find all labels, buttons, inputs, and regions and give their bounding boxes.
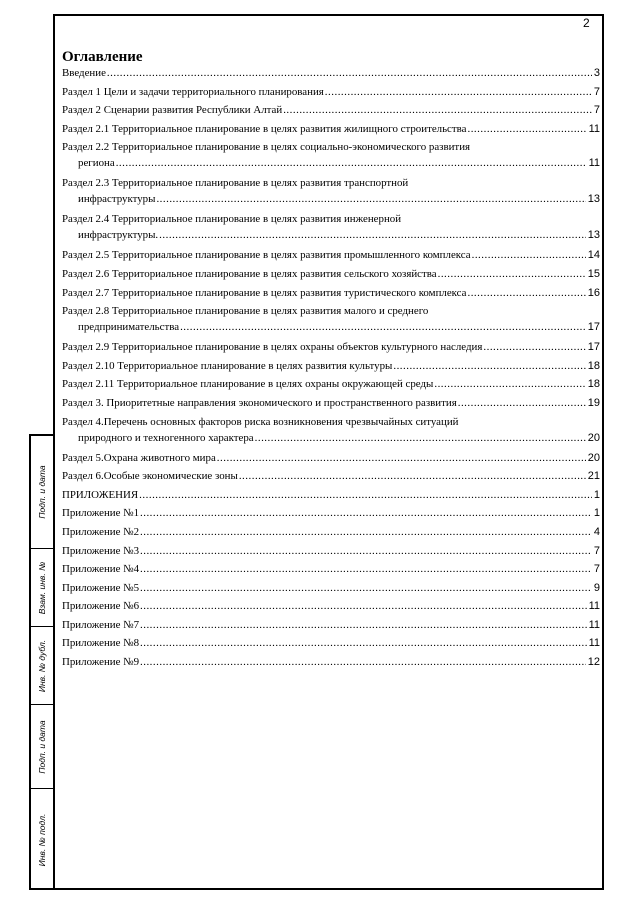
dot-leader [140,599,587,613]
toc-entry[interactable] [62,338,600,357]
dot-leader [139,488,592,502]
toc-entry[interactable] [62,375,600,394]
toc-entry-title: Раздел 2.6 Территориальное планирование в целях развития сельского хозяйства [62,267,437,280]
toc-entry-title: Раздел 2.4 Территориальное планирование в целях развития инженерной [62,213,402,226]
toc-entry-title: Раздел 2.2 Территориальное планирование в целях социально-экономического развития [62,141,471,154]
toc-entry-title: Раздел 3. Приоритетные направления экономического и пространственного развития [62,396,457,409]
toc-entry-page: 4 [593,525,600,538]
dot-leader [325,85,592,99]
toc-entry[interactable] [62,394,600,413]
toc-entry-title: Приложение №7 [62,618,140,631]
table-of-contents [62,64,600,672]
toc-entry-page: 21 [587,470,600,483]
toc-entry[interactable] [62,357,600,376]
toc-entry[interactable] [62,174,600,210]
toc-entry-page: 11 [588,157,600,170]
toc-entry-page: 9 [593,581,600,594]
toc-entry-title: Раздел 2.3 Территориальное планирование в целях развития транспортной [62,177,409,190]
toc-entry[interactable] [62,284,600,303]
toc-entry[interactable] [62,579,600,598]
toc-entry-title: Приложение №6 [62,600,140,613]
side-stamp-cell [31,626,53,704]
dot-leader [140,655,586,669]
toc-entry-page: 11 [588,618,600,631]
dot-leader [140,562,592,576]
side-stamp [29,434,53,890]
toc-entry[interactable] [62,413,600,449]
side-stamp-cell [31,436,53,548]
toc-entry[interactable] [62,467,600,486]
dot-leader [393,359,585,373]
dot-leader [483,340,585,354]
side-stamp-label: Инв. № подл. [37,813,47,866]
toc-entry-page: 17 [587,321,600,334]
toc-entry[interactable] [62,83,600,102]
toc-entry[interactable] [62,486,600,505]
dot-leader [180,320,586,334]
dot-leader [217,451,586,465]
dot-leader [458,396,586,410]
toc-entry[interactable] [62,210,600,246]
toc-entry-title: Приложение №1 [62,507,140,520]
toc-entry-page: 18 [587,378,600,391]
side-stamp-label: Инв. № дубл. [37,639,47,692]
toc-entry-page: 7 [593,563,600,576]
toc-entry[interactable] [62,265,600,284]
dot-leader [116,156,587,170]
toc-entry-page: 17 [587,341,600,354]
toc-entry-title: Раздел 2.7 Территориальное планирование в целях развития туристического комплекса [62,286,467,299]
dot-leader [140,506,592,520]
side-stamp-label: Подп. и дата [37,719,47,774]
dot-leader [159,228,586,242]
toc-entry-page: 3 [593,67,600,79]
toc-entry[interactable] [62,101,600,120]
toc-entry-title: Приложение №2 [62,525,140,538]
side-stamp-label: Подп. и дата [37,465,47,519]
toc-entry-page: 1 [593,507,600,520]
toc-entry-title: Раздел 6.Особые экономические зоны [62,470,238,483]
toc-entry-title: Раздел 2.8 Территориальное планирование в целях развития малого и среднего [62,305,429,318]
toc-entry[interactable] [62,246,600,265]
dot-leader [140,618,587,632]
toc-entry-page: 13 [587,229,600,242]
page-number: 2 [583,16,590,30]
toc-entry-title: Раздел 5.Охрана животного мира [62,451,216,464]
toc-entry-title: Раздел 1 Цели и задачи территориального планирования [62,85,324,98]
toc-entry-page: 20 [587,451,600,464]
toc-entry-page: 1 [593,488,600,501]
toc-entry-title-continuation: предпринимательства [78,321,180,334]
toc-entry-title: Раздел 2.5 Территориальное планирование в целях развития промышленного комплекса [62,249,471,262]
toc-entry-page: 20 [587,431,600,444]
toc-entry-title-continuation: региона [78,157,115,170]
toc-entry-page: 7 [593,104,600,117]
toc-entry-title: Приложение №3 [62,544,140,557]
toc-entry-page: 11 [588,637,600,650]
dot-leader [140,544,592,558]
toc-entry[interactable] [62,616,600,635]
toc-entry-title-continuation: инфраструктуры [78,193,156,206]
toc-entry-title: Приложение №9 [62,656,140,669]
toc-entry[interactable] [62,634,600,653]
toc-entry-page: 11 [588,122,600,135]
toc-entry[interactable] [62,449,600,468]
toc-entry-title: Приложение №4 [62,563,140,576]
toc-entry-page: 19 [587,396,600,409]
dot-leader [467,122,586,136]
toc-entry-page: 13 [587,193,600,206]
dot-leader [107,66,592,80]
toc-title: Оглавление [62,49,143,65]
side-stamp-label: Взам. инв. № [37,561,47,614]
toc-entry[interactable] [62,653,600,672]
side-stamp-cell [31,788,53,890]
toc-entry[interactable] [62,138,600,174]
toc-entry-title: Введение [62,67,106,79]
dot-leader [239,469,586,483]
dot-leader [467,286,585,300]
toc-entry[interactable] [62,504,600,523]
toc-entry[interactable] [62,64,600,83]
toc-entry[interactable] [62,302,600,338]
toc-entry[interactable] [62,560,600,579]
toc-entry[interactable] [62,597,600,616]
toc-entry-title: Раздел 2.11 Территориальное планирование в целях охраны окружающей среды [62,378,434,391]
toc-entry[interactable] [62,120,600,139]
toc-entry[interactable] [62,542,600,561]
dot-leader [438,267,586,281]
toc-entry-page: 7 [593,85,600,98]
toc-entry-page: 11 [588,600,600,613]
toc-entry-page: 12 [587,656,600,669]
toc-entry-title: Раздел 2.9 Территориальное планирование в целях охраны объектов культурного наследия [62,341,483,354]
toc-entry-title-continuation: инфраструктуры. [78,229,159,242]
toc-entry-page: 15 [587,267,600,280]
dot-leader [156,192,585,206]
dot-leader [140,581,592,595]
dot-leader [255,431,586,445]
dot-leader [140,525,592,539]
toc-entry-title: ПРИЛОЖЕНИЯ [62,488,139,501]
toc-entry-title: Раздел 4.Перечень основных факторов риска возникновения чрезвычайных ситуаций [62,415,459,428]
toc-entry-page: 16 [587,286,600,299]
side-stamp-cell [31,548,53,626]
dot-leader [434,377,585,391]
dot-leader [140,636,587,650]
toc-entry[interactable] [62,523,600,542]
side-stamp-cell [31,704,53,788]
dot-leader [283,103,592,117]
dot-leader [472,248,586,262]
toc-entry-title: Приложение №8 [62,637,140,650]
toc-entry-page: 7 [593,544,600,557]
toc-entry-title: Приложение №5 [62,581,140,594]
toc-entry-title-continuation: природного и техногенного характера [78,431,254,444]
toc-entry-page: 14 [587,249,600,262]
toc-entry-title: Раздел 2.1 Территориальное планирование в целях развития жилищного строительства [62,122,467,135]
toc-entry-page: 18 [587,359,600,372]
toc-entry-title: Раздел 2.10 Территориальное планирование в целях развития культуры [62,359,393,372]
toc-entry-title: Раздел 2 Сценарии развития Республики Алтай [62,104,283,117]
